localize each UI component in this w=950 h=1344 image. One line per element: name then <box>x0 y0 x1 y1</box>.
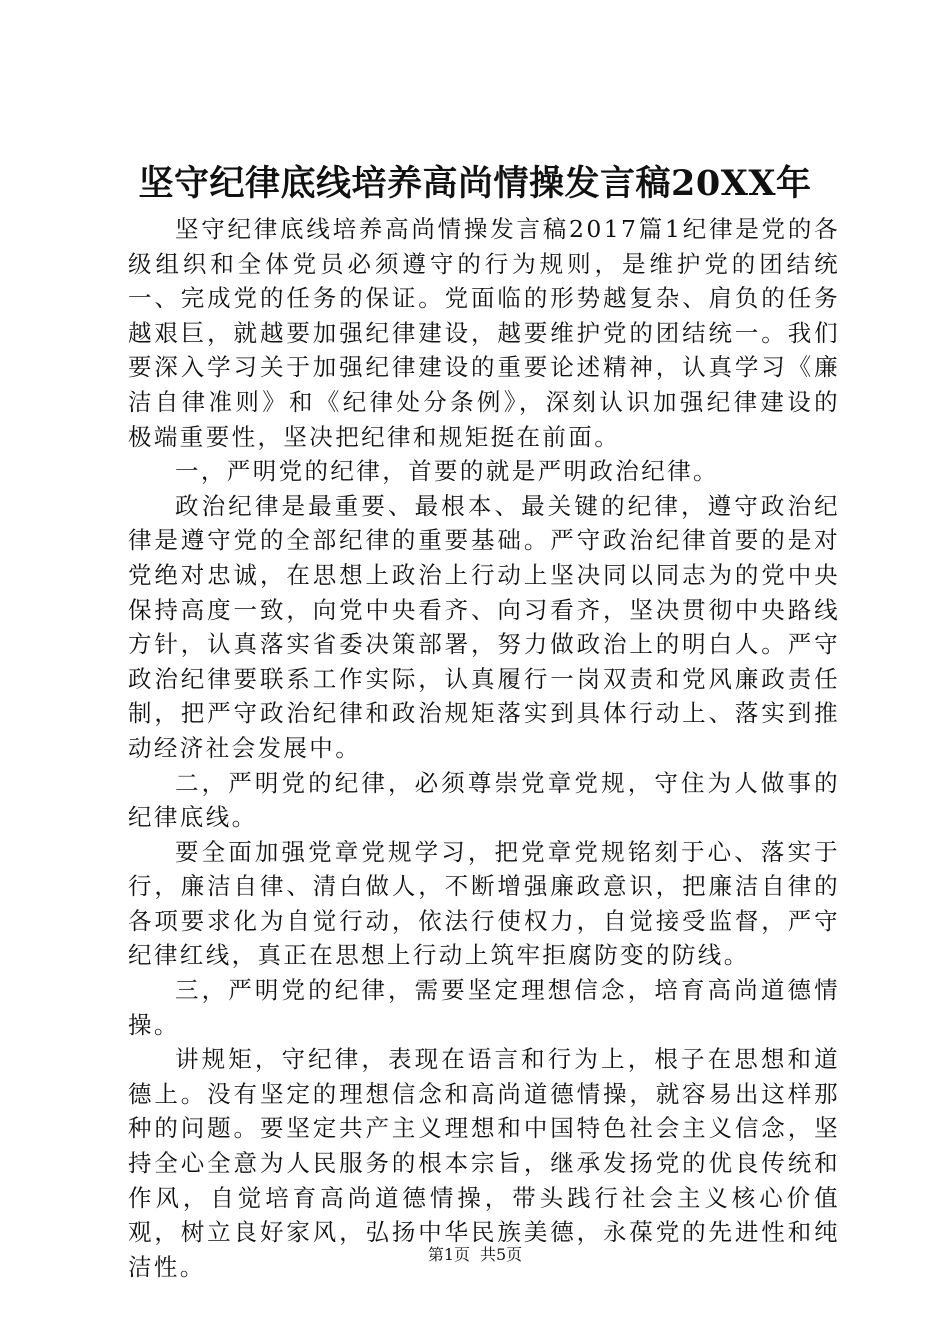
document-title: 坚守纪律底线培养高尚情操发言稿20XX年 <box>138 163 812 204</box>
paragraph-party-rules: 要全面加强党章党规学习，把党章党规铭刻于心、落实于行，廉洁自律、清白做人，不断增强廉政意识，把廉洁自律的各项要求化为自觉行动，依法行使权力，自觉接受监督，严守纪律红线，真正在思想上行动上筑牢拒腐防变的防线。 <box>128 837 840 970</box>
document-body <box>128 212 840 1284</box>
paragraph-ideals: 讲规矩，守纪律，表现在语言和行为上，根子在思想和道德上。没有坚定的理想信念和高尚道德情操，就容易出这样那种的问题。要坚定共产主义理想和中国特色社会主义信念，坚持全心全意为人民服务的根本宗旨，继承发扬党的优良传统和作风，自觉培育高尚道德情操，带头践行社会主义核心价值观，树立良好家风，弘扬中华民族美德，永葆党的先进性和纯洁性。 <box>128 1045 840 1281</box>
heading-point-three: 三，严明党的纪律，需要坚定理想信念，培育高尚道德情操。 <box>128 976 840 1039</box>
page-footer <box>0 1244 950 1266</box>
heading-point-two: 二，严明党的纪律，必须尊崇党章党规，守住为人做事的纪律底线。 <box>128 768 840 832</box>
page-number: 第1页 <box>427 1245 470 1264</box>
paragraph-political-discipline: 政治纪律是最重要、最根本、最关键的纪律，遵守政治纪律是遵守党的全部纪律的重要基础。严守政治纪律首要的是对党绝对忠诚，在思想上政治上行动上坚决同以同志为的党中央保持高度一致，向党中央看齐、向习看齐，坚决贯彻中央路线方针，认真落实省委决策部署，努力做政治上的明白人。严守政治纪律要联系工作实际，认真履行一岗双责和党风廉政责任制，把严守政治纪律和政治规矩落实到具体行动上、落实到推动经济社会发展中。 <box>128 491 840 762</box>
heading-point-one: 一，严明党的纪律，首要的就是严明政治纪律。 <box>175 457 719 486</box>
paragraph-intro: 坚守纪律底线培养高尚情操发言稿2017篇1纪律是党的各级组织和全体党员必须遵守的行为规则，是维护党的团结统一、完成党的任务的保证。党面临的形势越复杂、肩负的任务越艰巨，就越要加强纪律建设，越要维护党的团结统一。我们要深入学习关于加强纪律建设的重要论述精神，认真学习《廉洁自律准则》和《纪律处分条例》，深刻认识加强纪律建设的极端重要性，坚决把纪律和规矩挺在前面。 <box>128 215 840 451</box>
page-total: 共5页 <box>480 1245 523 1264</box>
